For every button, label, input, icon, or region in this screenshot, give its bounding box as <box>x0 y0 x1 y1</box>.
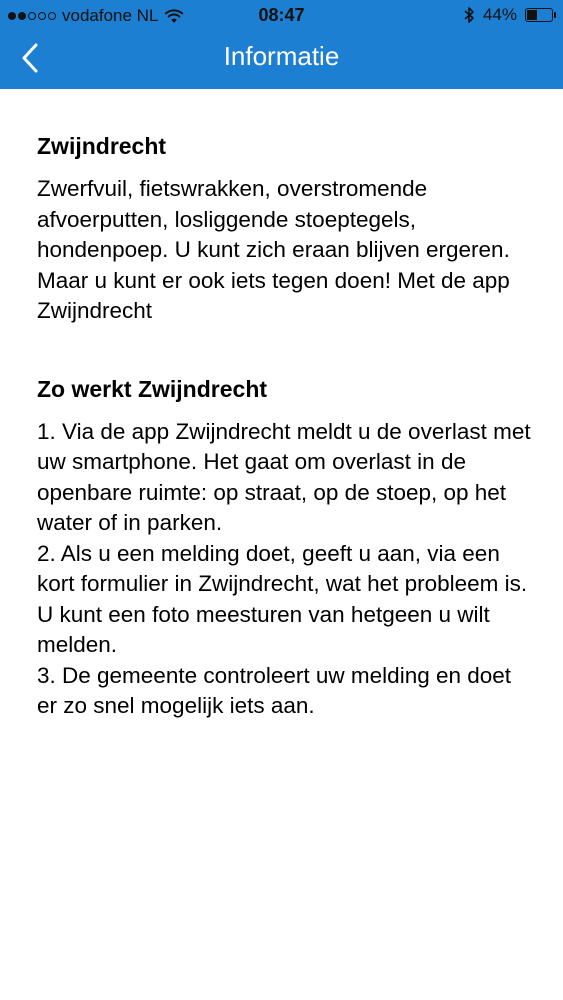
content <box>37 130 537 722</box>
page-title: Informatie <box>223 41 340 71</box>
bluetooth-icon <box>464 6 475 24</box>
battery-fill <box>527 10 537 20</box>
nav-bar <box>0 32 563 89</box>
section-body: Zwerfvuil, fietswrakken, overstromende afvoerputten, losliggende stoeptegels, hondenpoep. U kunt zich eraan blijven ergeren. Maar u kunt er ook iets tegen doen! Met de app Zwijndrecht <box>37 176 510 323</box>
status-time: 08:47 <box>258 5 305 25</box>
status-right <box>464 5 553 25</box>
carrier-name: vodafone NL <box>62 6 159 25</box>
status-bar <box>0 0 563 32</box>
section-how-it-works <box>37 373 537 722</box>
section-body: 1. Via de app Zwijndrecht meldt u de overlast met uw smartphone. Het gaat om overlast in de openbare ruimte: op straat, op de stoep, op het water of in parken. 2. Als u een melding doet, geeft u aan, via een kort formulier in Zwijndrecht, wat het probleem is. U kunt een foto meesturen van hetgeen u wilt melden. 3. De gemeente controleert uw melding en doet er zo snel mogelijk iets aan. <box>37 418 531 718</box>
section-heading: Zo werkt Zwijndrecht <box>37 375 268 402</box>
section-intro <box>37 130 537 327</box>
header <box>0 0 563 89</box>
battery-icon <box>525 8 553 22</box>
battery-percent: 44% <box>482 5 517 24</box>
section-heading: Zwijndrecht <box>37 133 167 159</box>
